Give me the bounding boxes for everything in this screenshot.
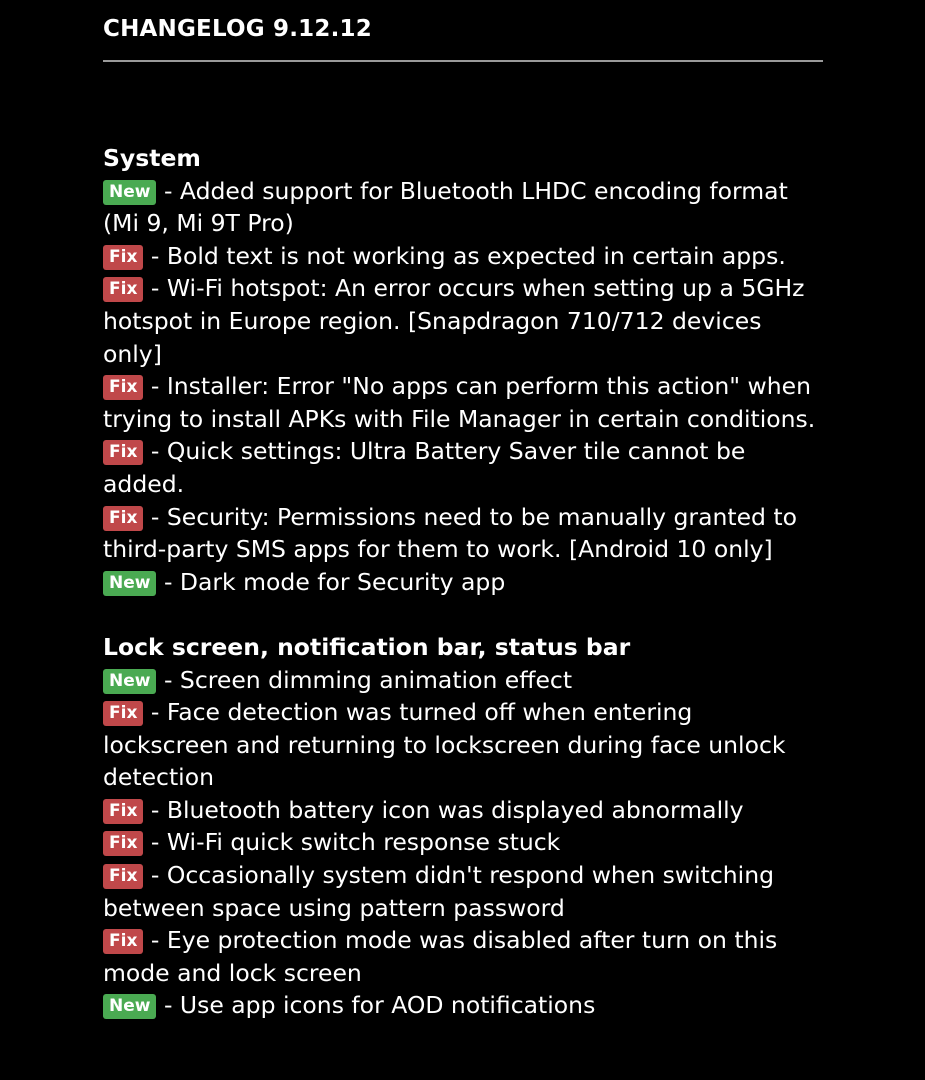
section-title: System: [103, 144, 201, 172]
entry-text: - Screen dimming animation effect: [163, 665, 573, 694]
entry-text: - Wi-Fi quick switch response stuck: [150, 828, 561, 857]
entry-text: - Face detection was turned off when entering lockscreen and returning to lockscreen during face unlock detection: [103, 698, 786, 792]
changelog-entry: [103, 826, 823, 859]
new-badge: New: [103, 669, 156, 694]
changelog-page: [103, 0, 823, 1022]
entry-text: - Bluetooth battery icon was displayed abnormally: [150, 795, 744, 824]
changelog-entry: [103, 435, 823, 500]
new-badge: New: [103, 994, 156, 1019]
title-divider: [103, 60, 823, 62]
changelog-entry: [103, 924, 823, 989]
new-badge: New: [103, 571, 156, 596]
entry-text: - Wi-Fi hotspot: An error occurs when setting up a 5GHz hotspot in Europe region. [Snapdragon 710/712 devices only]: [103, 274, 805, 368]
entry-text: - Use app icons for AOD notifications: [163, 991, 596, 1020]
entry-text: - Eye protection mode was disabled after turn on this mode and lock screen: [103, 926, 778, 987]
changelog-entry: [103, 272, 823, 370]
changelog-entry: [103, 501, 823, 566]
fix-badge: Fix: [103, 440, 143, 465]
changelog-entry: [103, 664, 823, 697]
fix-badge: Fix: [103, 277, 143, 302]
entry-text: - Security: Permissions need to be manually granted to third-party SMS apps for them to work. [Android 10 only]: [103, 502, 798, 564]
changelog-entry: [103, 175, 823, 240]
changelog-title: CHANGELOG 9.12.12: [103, 16, 372, 42]
fix-badge: Fix: [103, 701, 143, 726]
fix-badge: Fix: [103, 831, 143, 856]
entry-text: - Added support for Bluetooth LHDC encoding format (Mi 9, Mi 9T Pro): [103, 176, 788, 238]
changelog-content: [103, 142, 823, 1022]
fix-badge: Fix: [103, 864, 143, 889]
changelog-entry: [103, 794, 823, 827]
changelog-entry: [103, 370, 823, 435]
fix-badge: Fix: [103, 506, 143, 531]
entry-text: - Bold text is not working as expected in certain apps.: [150, 241, 786, 270]
section-title: Lock screen, notification bar, status bar: [103, 632, 631, 661]
fix-badge: Fix: [103, 375, 143, 400]
changelog-section: [103, 631, 823, 1022]
changelog-entry: [103, 566, 823, 599]
entry-text: - Installer: Error "No apps can perform this action" when trying to install APKs with File Manager in certain conditions.: [103, 372, 816, 433]
entry-text: - Quick settings: Ultra Battery Saver tile cannot be added.: [103, 437, 746, 498]
fix-badge: Fix: [103, 799, 143, 824]
entry-text: - Occasionally system didn't respond when switching between space using pattern password: [103, 861, 775, 922]
changelog-entry: [103, 989, 823, 1022]
fix-badge: Fix: [103, 245, 143, 270]
changelog-entry: [103, 696, 823, 794]
changelog-section: [103, 142, 823, 598]
changelog-entry: [103, 240, 823, 273]
changelog-entry: [103, 859, 823, 924]
entry-text: - Dark mode for Security app: [163, 567, 506, 596]
fix-badge: Fix: [103, 929, 143, 954]
new-badge: New: [103, 180, 156, 205]
